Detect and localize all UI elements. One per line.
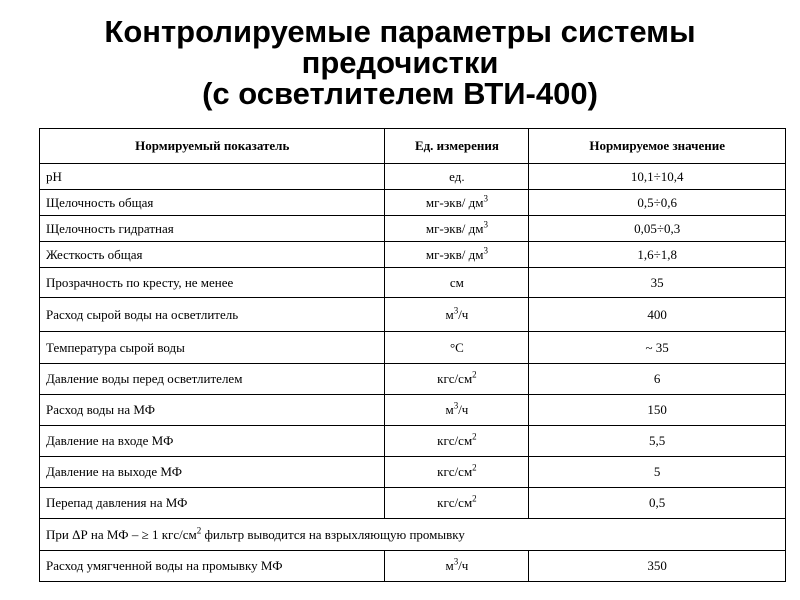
parameter-name: pH xyxy=(40,164,385,190)
parameter-value: 350 xyxy=(529,551,786,582)
parameter-unit: кгс/$см^2$ xyxy=(385,426,529,457)
column-header: Нормируемый показатель xyxy=(40,129,385,164)
parameter-unit: кгс/$см^2$ xyxy=(385,457,529,488)
parameter-name: Жесткость общая xyxy=(40,242,385,268)
parameter-value: 10,1÷10,4 xyxy=(529,164,786,190)
parameter-unit: мг-экв/ $дм^3$ xyxy=(385,242,529,268)
column-header: Ед. измерения xyxy=(385,129,529,164)
parameter-value: ~ 35 xyxy=(529,332,786,364)
title-line-1: Контролируемые параметры системы xyxy=(104,14,696,49)
page-title xyxy=(0,0,800,111)
parameter-name: Давление воды перед осветлителем xyxy=(40,364,385,395)
table-row xyxy=(40,488,786,519)
parameter-unit: ед. xyxy=(385,164,529,190)
note-cell: При ΔР на МФ – ≥ 1 кгс/$см^2$ фильтр выводится на взрыхляющую промывку xyxy=(40,519,786,551)
parameter-value: 6 xyxy=(529,364,786,395)
table-row xyxy=(40,551,786,582)
parameter-name: Прозрачность по кресту, не менее xyxy=(40,268,385,298)
table-row xyxy=(40,216,786,242)
parameter-unit: мг-экв/ $дм^3$ xyxy=(385,190,529,216)
table-row xyxy=(40,332,786,364)
table-header-row xyxy=(40,129,786,164)
parameter-name: Температура сырой воды xyxy=(40,332,385,364)
parameter-value: 0,5÷0,6 xyxy=(529,190,786,216)
table-row xyxy=(40,298,786,332)
parameter-value: 5,5 xyxy=(529,426,786,457)
parameter-name: Давление на входе МФ xyxy=(40,426,385,457)
parameter-unit: мг-экв/ $дм^3$ xyxy=(385,216,529,242)
parameter-value: 0,5 xyxy=(529,488,786,519)
parameter-value: 35 xyxy=(529,268,786,298)
table-row xyxy=(40,268,786,298)
parameter-value: 0,05÷0,3 xyxy=(529,216,786,242)
table-row xyxy=(40,164,786,190)
table-row xyxy=(40,190,786,216)
parameter-unit: см xyxy=(385,268,529,298)
parameters-table xyxy=(39,128,786,582)
parameter-value: 5 xyxy=(529,457,786,488)
parameter-name: Расход умягченной воды на промывку МФ xyxy=(40,551,385,582)
title-line-2: предочистки xyxy=(301,45,499,80)
table-note-row xyxy=(40,519,786,551)
parameter-unit: °С xyxy=(385,332,529,364)
parameter-unit: $м^3/ч$ xyxy=(385,551,529,582)
parameter-value: 1,6÷1,8 xyxy=(529,242,786,268)
parameter-name: Щелочность гидратная xyxy=(40,216,385,242)
column-header: Нормируемое значение xyxy=(529,129,786,164)
parameter-unit: кгс/$см^2$ xyxy=(385,488,529,519)
parameter-name: Давление на выходе МФ xyxy=(40,457,385,488)
parameter-name: Перепад давления на МФ xyxy=(40,488,385,519)
title-line-3: (с осветлителем ВТИ-400) xyxy=(202,76,598,111)
parameter-value: 150 xyxy=(529,395,786,426)
table-row xyxy=(40,395,786,426)
parameter-unit: $м^3/ч$ xyxy=(385,298,529,332)
parameter-name: Расход сырой воды на осветлитель xyxy=(40,298,385,332)
table-row xyxy=(40,426,786,457)
parameter-unit: $м^3/ч$ xyxy=(385,395,529,426)
table-row xyxy=(40,364,786,395)
parameter-name: Щелочность общая xyxy=(40,190,385,216)
parameter-value: 400 xyxy=(529,298,786,332)
parameter-unit: кгс/$см^2$ xyxy=(385,364,529,395)
parameter-name: Расход воды на МФ xyxy=(40,395,385,426)
table-row xyxy=(40,457,786,488)
table-row xyxy=(40,242,786,268)
